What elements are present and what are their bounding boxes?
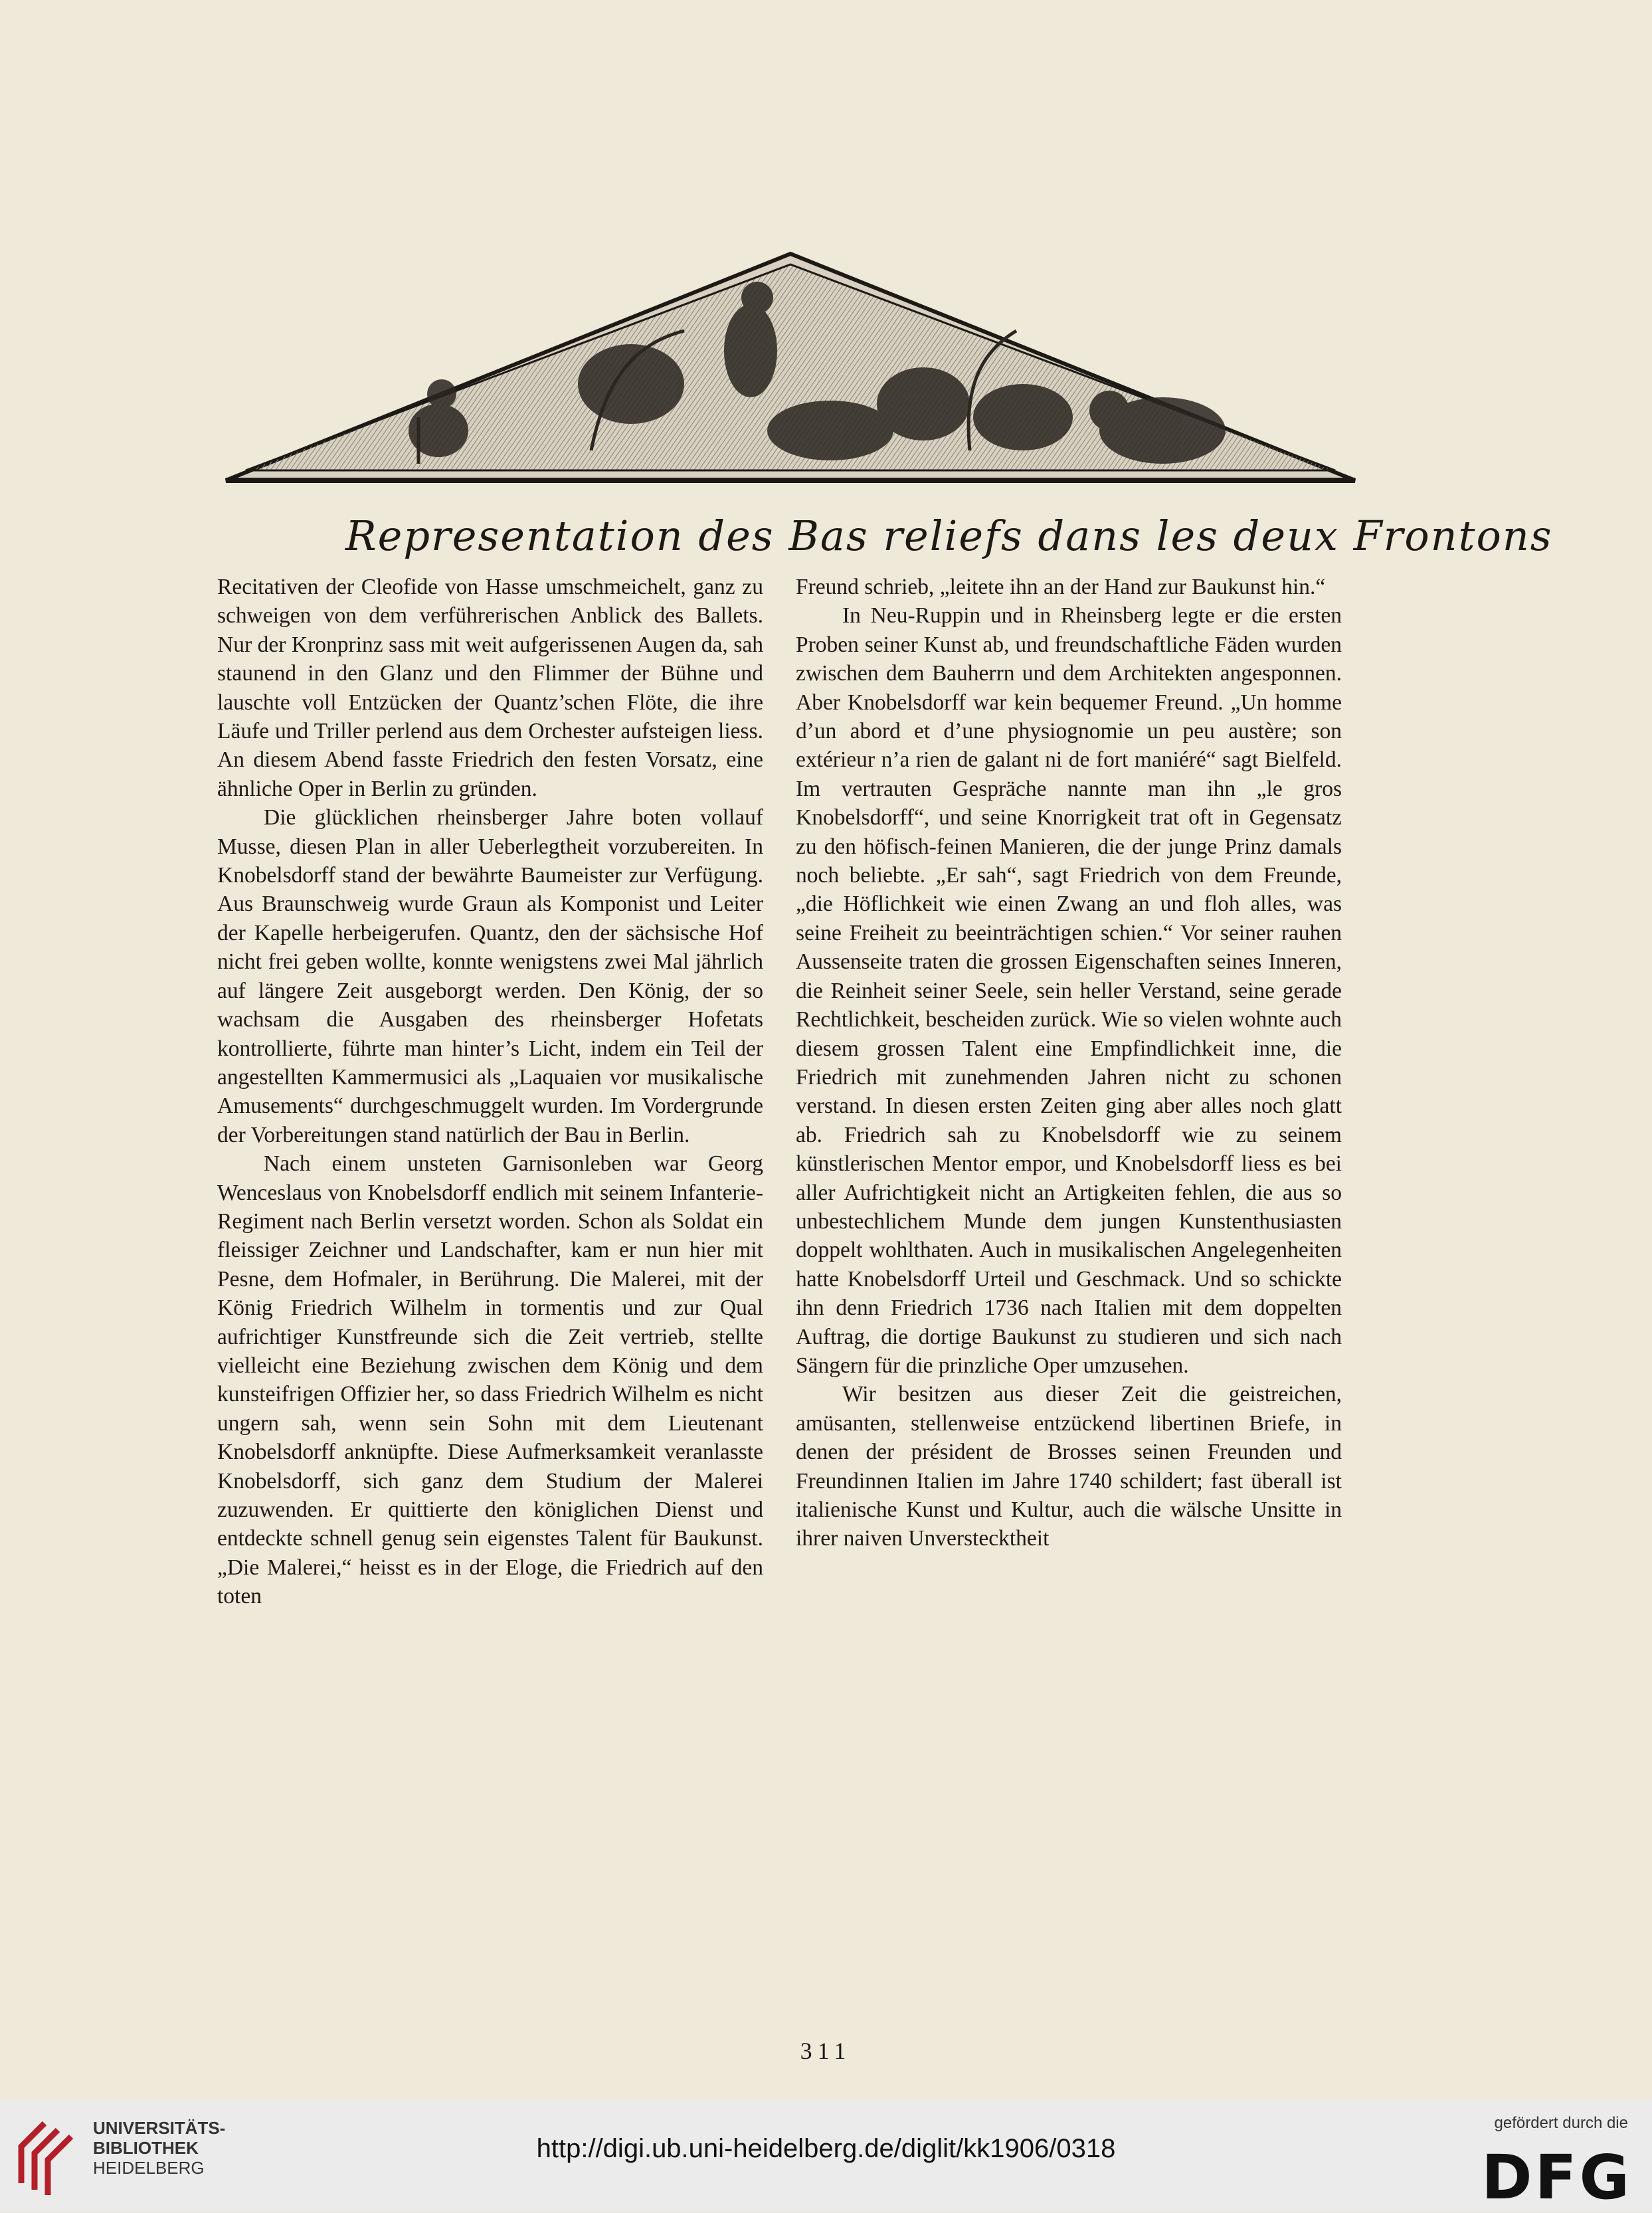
library-name-line: UNIVERSITÄTS- bbox=[93, 2118, 226, 2138]
pediment-relief-illustration bbox=[219, 251, 1362, 484]
paragraph: Nach einem unsteten Garnisonleben war Georg Wenceslaus von Knobelsdorff endlich mit seinem Infanterie-Regiment nach Berlin versetzt worden. Schon als Soldat ein fleissiger Zeichner und Landschafter, kam er nun hier mit Pesne, dem Hofmaler, in Berührung. Die Malerei, mit der König Friedrich Wilhelm in tormentis und zur Qual aufrichtiger Kunstfreunde sich die Zeit vertrieb, stellte vielleicht eine Beziehung zwischen dem König und dem kunsteifrigen Offizier her, so dass Friedrich Wilhelm es nicht ungern sah, wenn sein Sohn mit dem Lieutenant Knobelsdorff anknüpfte. Diese Aufmerksamkeit veranlasste Knobelsdorff, sich ganz dem Studium der Malerei zuzuwenden. Er quittierte den königlichen Dienst und entdeckte schnell genug sein eigenstes Talent für Baukunst. „Die Malerei,“ heisst es in der Eloge, die Friedrich auf den toten bbox=[217, 1151, 763, 1609]
paragraph: Die glücklichen rheinsberger Jahre boten vollauf Musse, diesen Plan in aller Ueberlegtheit vorzubereiten. In Knobelsdorff stand der bewährte Baumeister zur Verfügung. Aus Braunschweig wurde Graun als Komponist und Leiter der Kapelle herbeigerufen. Quantz, den der sächsische Hof nicht frei geben wollte, konnte wenigstens zwei Mal jährlich auf längere Zeit ausgeborgt werden. Den König, der so wachsam die Ausgaben des rheinsberger Hofetats kontrollierte, führte man hinter’s Licht, indem ein Teil der angestellten Kammermusici als „Laquaien vor musikalische Amusements“ durchgeschmuggelt wurden. Im Vordergrunde der Vorbereitungen stand natürlich der Bau in Berlin. bbox=[217, 805, 763, 1147]
text-column-left bbox=[217, 573, 763, 1611]
library-name-line: BIBLIOTHEK bbox=[93, 2138, 199, 2158]
paragraph: In Neu-Ruppin und in Rheinsberg legte er die ersten Proben seiner Kunst ab, und freundschaftliche Fäden wurden zwischen dem Bauherrn und dem Architekten angesponnen. Aber Knobelsdorff war kein bequemer Freund. „Un homme d’un abord et d’une physiognomie un peu austère; son extérieur n’a rien de galant ni de fort maniéré“ sagt Bielfeld. Im vertrauten Gespräche nannte man ihn „le gros Knobelsdorff“, und seine Knorrigkeit trat oft in Gegensatz zu den höfisch-feinen Manieren, die der junge Prinz damals noch beliebte. „Er sah“, sagt Friedrich von dem Freunde, „die Höflichkeit wie einen Zwang an und floh alles, was seine Freiheit zu beeinträchtigen schien.“ Vor seiner rauhen Aussenseite traten die grossen Eigenschaften seines Inneren, die Reinheit seiner Seele, sein heller Verstand, seine gerade Rechtlichkeit, bescheiden zurück. Wie so vielen wohnte auch diesem grossen Talent eine Empfindlichkeit inne, die Friedrich mit zunehmenden Jahren nicht zu schonen verstand. In diesen ersten Zeiten ging aber alles noch glatt ab. Friedrich sah zu Knobelsdorff wie zu seinem künstlerischen Mentor empor, und Knobelsdorff liess es bei aller Aufrichtigkeit nicht an Artigkeiten fehlen, die aus so unbestechlichem Munde dem jungen Kunstenthusiasten doppelt wohlthaten. Auch in musikalischen Angelegenheiten hatte Knobelsdorff Urteil und Geschmack. Und so schickte ihn denn Friedrich 1736 nach Italien mit dem doppelten Auftrag, die dortige Baukunst zu studieren und sich nach Sängern für die prinzliche Oper umzusehen. bbox=[796, 603, 1342, 1378]
text-column-right bbox=[796, 573, 1342, 1553]
paragraph: Recitativen der Cleofide von Hasse umschmeichelt, ganz zu schweigen von dem verführerischen Anblick des Ballets. Nur der Kronprinz sass mit weit aufgerissenen Augen da, sah staunend in den Glanz und den Flimmer der Bühne und lauschte voll Entzücken der Quantz’schen Flöte, die ihre Läufe und Triller perlend aus dem Orchester aufsteigen liess. An diesem Abend fasste Friedrich den festen Vorsatz, eine ähnliche Oper in Berlin zu gründen. bbox=[217, 575, 763, 801]
illustration-caption: Representation des Bas reliefs dans les deux Frontons bbox=[345, 512, 1553, 560]
dfg-logo: DFG bbox=[1481, 2142, 1632, 2213]
funder-note: gefördert durch die bbox=[1494, 2114, 1628, 2132]
digitization-footer bbox=[0, 2099, 1652, 2212]
library-name-line: HEIDELBERG bbox=[93, 2158, 205, 2178]
page-number: 311 bbox=[800, 2038, 852, 2064]
paragraph: Wir besitzen aus dieser Zeit die geistreichen, amüsanten, stellenweise entzückend libertinen Briefe, in denen der président de Brosses seinen Freunden und Freundinnen Italien im Jahre 1740 schildert; fast überall ist italienische Kunst und Kultur, auch die wälsche Unsitte in ihrer naiven Unverstecktheit bbox=[796, 1382, 1342, 1551]
permalink-url[interactable]: http://digi.ub.uni-heidelberg.de/diglit/kk1906/0318 bbox=[536, 2134, 1116, 2163]
paragraph: Freund schrieb, „leitete ihn an der Hand zur Baukunst hin.“ bbox=[796, 575, 1326, 599]
